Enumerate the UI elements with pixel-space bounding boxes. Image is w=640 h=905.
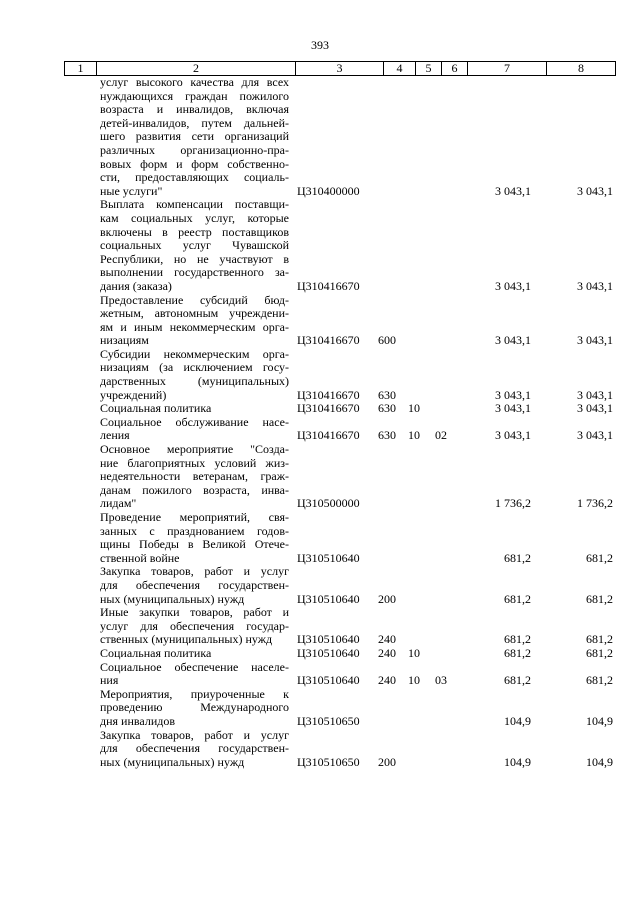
row-code: Ц310510640	[297, 645, 360, 660]
table-row	[64, 416, 615, 443]
row-code: Ц310510640	[297, 550, 360, 565]
row-expense-type: 630	[378, 387, 396, 402]
row-amount-col8: 3 043,1	[577, 401, 613, 416]
row-name-line: ления	[100, 428, 130, 443]
row-code: Ц310416670	[297, 428, 360, 443]
column-header-table	[64, 61, 616, 76]
row-amount-col7: 104,9	[504, 754, 531, 769]
row-name-line: низациям (за исключением госу-	[100, 360, 289, 375]
row-name-line: социальных услуг Чувашской	[100, 238, 289, 253]
row-section: 10	[408, 401, 420, 416]
row-code: Ц310510640	[297, 632, 360, 647]
row-expense-type: 630	[378, 428, 396, 443]
row-amount-col7: 681,2	[504, 632, 531, 647]
row-name-line: Социальная политика	[100, 645, 212, 660]
row-amount-col7: 3 043,1	[495, 401, 531, 416]
row-name-line: Выплата компенсации поставщи-	[100, 197, 289, 212]
table-row	[64, 76, 615, 198]
row-name	[100, 565, 289, 606]
table-row	[64, 729, 615, 770]
header-col-4: 4	[384, 62, 416, 76]
row-name-line: вовых форм и форм собственно-	[100, 156, 289, 171]
row-name-line: кам социальных услуг, которые	[100, 210, 289, 225]
row-amount-col8: 104,9	[586, 754, 613, 769]
row-expense-type: 630	[378, 401, 396, 416]
row-amount-col7: 3 043,1	[495, 333, 531, 348]
header-col-6: 6	[442, 62, 468, 76]
row-amount-col8: 104,9	[586, 713, 613, 728]
row-name-line: низациям	[100, 333, 149, 348]
row-amount-col8: 3 043,1	[577, 278, 613, 293]
row-section: 10	[408, 673, 420, 688]
row-amount-col8: 681,2	[586, 591, 613, 606]
row-name-line: детей-инвалидов, путем дальней-	[100, 115, 289, 130]
row-name-line: дня инвалидов	[100, 713, 176, 728]
row-name-line: дания (заказа)	[100, 278, 172, 293]
row-name-line: шего развития сети организаций	[100, 129, 289, 144]
row-name-line: ственных (муниципальных) нужд	[100, 632, 273, 647]
table-row	[64, 198, 615, 293]
header-col-1: 1	[65, 62, 97, 76]
row-code: Ц310416670	[297, 278, 360, 293]
row-code: Ц310510640	[297, 673, 360, 688]
row-name-line: Предоставление субсидий бюд-	[100, 292, 289, 307]
row-name-line: лидам"	[100, 496, 137, 511]
row-name-line: недеятельности ветеранам, граж-	[100, 469, 289, 484]
row-subsection: 02	[435, 428, 447, 443]
row-name-line: включены в реестр поставщиков	[100, 224, 289, 239]
row-name-line: Республики, но не участвуют в	[100, 251, 289, 266]
row-name-line: Субсидии некоммерческим орга-	[100, 346, 289, 361]
row-amount-col8: 3 043,1	[577, 428, 613, 443]
row-subsection: 03	[435, 673, 447, 688]
row-name-line: данам пожилого возраста, инва-	[100, 482, 289, 497]
row-name	[100, 688, 289, 729]
table-row	[64, 688, 615, 729]
row-expense-type: 200	[378, 754, 396, 769]
row-name-line: Социальное обеспечение населе-	[100, 659, 289, 674]
row-amount-col8: 681,2	[586, 550, 613, 565]
row-name	[100, 348, 289, 402]
table-row	[64, 402, 615, 416]
row-name	[100, 647, 289, 661]
row-code: Ц310416670	[297, 333, 360, 348]
row-amount-col8: 681,2	[586, 645, 613, 660]
row-name	[100, 511, 289, 565]
row-amount-col8: 681,2	[586, 632, 613, 647]
row-code: Ц310510650	[297, 713, 360, 728]
row-amount-col7: 1 736,2	[495, 496, 531, 511]
row-expense-type: 600	[378, 333, 396, 348]
table-row	[64, 661, 615, 688]
header-col-2: 2	[97, 62, 296, 76]
header-col-5: 5	[416, 62, 442, 76]
row-name-line: Социальное обслуживание насе-	[100, 414, 289, 429]
row-name-line: ние благоприятных условий жиз-	[100, 455, 289, 470]
row-amount-col7: 681,2	[504, 673, 531, 688]
row-amount-col8: 3 043,1	[577, 183, 613, 198]
row-code: Ц310416670	[297, 401, 360, 416]
row-name-line: Социальная политика	[100, 401, 212, 416]
row-name-line: нуждающихся граждан пожилого	[100, 88, 289, 103]
row-name	[100, 294, 289, 348]
row-expense-type: 240	[378, 673, 396, 688]
row-amount-col7: 3 043,1	[495, 387, 531, 402]
row-expense-type: 240	[378, 645, 396, 660]
row-name-line: различных организационно-пра-	[100, 142, 289, 157]
row-amount-col8: 1 736,2	[577, 496, 613, 511]
row-name	[100, 402, 289, 416]
row-code: Ц310400000	[297, 183, 360, 198]
row-name	[100, 729, 289, 770]
table-row	[64, 565, 615, 606]
row-amount-col7: 681,2	[504, 645, 531, 660]
row-amount-col7: 3 043,1	[495, 428, 531, 443]
row-code: Ц310416670	[297, 387, 360, 402]
table-row	[64, 606, 615, 647]
row-name-line: для обеспечения государствен-	[100, 577, 289, 592]
row-name-line: жетным, автономным учреждени-	[100, 306, 289, 321]
row-name	[100, 416, 289, 443]
row-name-line: проведению Международного	[100, 700, 289, 715]
row-name	[100, 606, 289, 647]
row-name-line: дарственных (муниципальных)	[100, 374, 289, 389]
row-amount-col8: 3 043,1	[577, 387, 613, 402]
row-amount-col7: 3 043,1	[495, 278, 531, 293]
row-name	[100, 198, 289, 293]
row-name-line: ям и иным некоммерческим орга-	[100, 319, 289, 334]
budget-rows	[64, 76, 615, 769]
header-col-7: 7	[468, 62, 547, 76]
row-name-line: Проведение мероприятий, свя-	[100, 510, 289, 524]
table-row	[64, 294, 615, 348]
page-number: 393	[311, 38, 329, 52]
row-name-line: занных с празднованием годов-	[100, 523, 289, 538]
row-name	[100, 443, 289, 511]
header-col-3: 3	[296, 62, 384, 76]
row-name-line: щины Победы в Великой Отече-	[100, 537, 289, 552]
table-row	[64, 348, 615, 402]
row-section: 10	[408, 645, 420, 660]
table-row	[64, 647, 615, 661]
row-name-line: Иные закупки товаров, работ и	[100, 605, 289, 620]
row-name-line: Закупка товаров, работ и услуг	[100, 564, 289, 579]
row-amount-col7: 681,2	[504, 591, 531, 606]
row-name-line: для обеспечения государствен-	[100, 741, 289, 756]
row-amount-col8: 3 043,1	[577, 333, 613, 348]
table-row	[64, 511, 615, 565]
row-name-line: Мероприятия, приуроченные к	[100, 686, 289, 701]
row-name-line: ных (муниципальных) нужд	[100, 754, 245, 769]
row-name-line: возраста и инвалидов, включая	[100, 102, 289, 117]
row-name-line: Закупка товаров, работ и услуг	[100, 727, 289, 742]
row-name-line: услуг для обеспечения государ-	[100, 618, 289, 633]
row-amount-col7: 3 043,1	[495, 183, 531, 198]
header-col-8: 8	[547, 62, 616, 76]
row-name-line: ные услуги"	[100, 183, 163, 198]
row-code: Ц310510650	[297, 754, 360, 769]
row-name-line: выполнении государственного за-	[100, 265, 289, 280]
row-name-line: сти, предоставляющих социаль-	[100, 170, 289, 185]
row-name-line: ных (муниципальных) нужд	[100, 591, 245, 606]
column-header-row	[65, 62, 616, 76]
row-amount-col7: 681,2	[504, 550, 531, 565]
row-name	[100, 661, 289, 688]
row-expense-type: 200	[378, 591, 396, 606]
row-expense-type: 240	[378, 632, 396, 647]
table-row	[64, 443, 615, 511]
row-name-line: ния	[100, 673, 119, 688]
row-name-line: ственной войне	[100, 550, 180, 565]
row-name-line: Основное мероприятие "Созда-	[100, 442, 289, 457]
row-name-line: учреждений)	[100, 387, 167, 402]
row-code: Ц310510640	[297, 591, 360, 606]
row-name	[100, 76, 289, 198]
row-code: Ц310500000	[297, 496, 360, 511]
row-amount-col8: 681,2	[586, 673, 613, 688]
row-name-line: услуг высокого качества для всех	[100, 75, 289, 89]
row-amount-col7: 104,9	[504, 713, 531, 728]
row-section: 10	[408, 428, 420, 443]
